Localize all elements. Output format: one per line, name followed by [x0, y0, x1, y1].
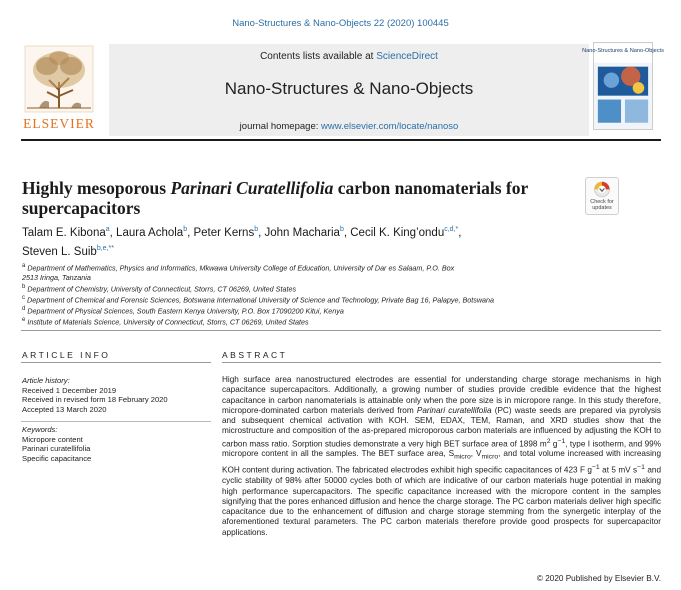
affiliation-text: 2513 Iringa, Tanzania — [22, 272, 91, 282]
crossmark-line1: Check for — [590, 199, 614, 205]
crossmark-label[interactable] — [585, 199, 619, 211]
affiliation-text: Department of Mathematics, Physics and Informatics, Mkwawa University College of Education, University of Dar es Salaam, P.O. Box — [27, 263, 455, 273]
abstract-text: (PC) waste seeds are prepared via pyrolysis and subsequent chemical activation with KOH. SEM, EDAX, TEM, Raman, and XRD studies show that the microstructure and composition of the as-prepared microporous carbon materials are influenced by adjusting the KOH to carbon mass ratio. Sorption studies demonstrate a very high BET surface area of 1898 m — [222, 405, 661, 449]
abstract-sup: −1 — [557, 437, 566, 445]
affiliation-item — [22, 316, 642, 327]
author-separator: , — [343, 226, 351, 239]
keywords-label: Keywords: — [22, 425, 58, 434]
author-name[interactable]: Peter Kerns — [193, 226, 255, 239]
abstract-sub: micro — [481, 454, 499, 462]
affiliation-text: Department of Chemistry, University of Connecticut, Storrs, CT 06269, United States — [27, 283, 297, 293]
abstract-species: Parinari curatellifolia — [416, 405, 492, 415]
article-history — [22, 376, 212, 414]
affiliation-text: Department of Chemical and Forensic Sciences, Botswana International University of Science and Technology, Private Bag 16, Palapye, Botswana — [27, 294, 495, 304]
cover-title: Nano-Structures & Nano-Objects — [582, 48, 664, 55]
abstract-text: and cyclic stability of 98% after 50000 cycles both of which are indicative of our carbon materials huge potential in making high performance supercapacitors. The specific capacitance increased with the micropore content in the samples signifying that the pores enhanced diffusion and hence the charge storage. The PC carbon materials deliver high specific capacitance due to the enhancement of diffusion and charge storage stemming from the synergetic interplay of the aforementioned textural parameters. The PC carbon materials therefore provide good prospects for supercapacitor applications. — [222, 466, 662, 537]
affiliation-label: e — [22, 316, 26, 323]
title-line2: supercapacitors — [22, 198, 141, 218]
author-affiliation-marker[interactable]: b — [254, 226, 259, 233]
affiliation-item — [22, 305, 642, 316]
abstract-text: High surface area nanostructured electrodes are essential for understanding charge storage mechanisms in high capacitance supercapacitors. Additionally, a growing number of studies provide credible evidence that the highest capacitance in carbon nanomaterials is attainable only when the pore size is in micropore range. In this study therefore, micropore-dominated carbon materials derived from — [222, 375, 661, 415]
abstract-rule — [222, 362, 661, 363]
affiliation-label: a — [22, 263, 26, 269]
author-affiliation-marker[interactable]: c,d,* — [444, 226, 459, 233]
contents-line — [109, 51, 589, 62]
history-item: Accepted 13 March 2020 — [22, 404, 107, 414]
author-separator: , — [109, 226, 117, 239]
contents-prefix: Contents lists available at — [260, 51, 377, 62]
affiliations — [22, 262, 642, 327]
elsevier-wordmark[interactable]: ELSEVIER — [23, 116, 95, 131]
affiliation-label: d — [22, 305, 26, 312]
affiliation-item — [22, 262, 642, 273]
journal-cover-image[interactable] — [582, 42, 664, 130]
crossmark-line2: updates — [592, 205, 612, 211]
title-part2: carbon nanomaterials for — [333, 178, 529, 198]
author-list — [22, 222, 622, 260]
title-italic: Parinari Curatellifolia — [170, 178, 334, 198]
author-name[interactable]: Talam E. Kibona — [22, 226, 106, 239]
affiliation-text: Department of Physical Sciences, South Eastern Kenya University, P.O. Box 17090200 Kitui, Kenya — [27, 305, 344, 315]
title-part1: Highly mesoporous — [22, 178, 171, 198]
article-title — [22, 178, 562, 218]
keywords — [22, 425, 212, 463]
journal-title: Nano-Structures & Nano-Objects — [224, 79, 474, 98]
abstract-heading: ABSTRACT — [222, 350, 288, 360]
abstract-sup: −1 — [591, 464, 600, 472]
keywords-rule — [21, 421, 211, 422]
homepage-link[interactable]: www.elsevier.com/locate/nanoso — [321, 121, 459, 132]
abstract-text: , and total volume increased with increasing KOH content during activation. The fabricated electrodes exhibit high specific capacitances of 423 F g — [222, 449, 661, 476]
homepage-prefix: journal homepage: — [239, 121, 322, 132]
history-item: Received 1 December 2019 — [22, 385, 117, 395]
keyword-item[interactable]: Micropore content — [22, 434, 83, 444]
author-name[interactable]: Steven L. Suib — [22, 245, 97, 258]
affiliation-label: c — [22, 294, 25, 301]
author-name[interactable]: Laura Achola — [116, 226, 184, 239]
affiliation-label: b — [22, 283, 26, 290]
author-separator: , — [187, 226, 194, 239]
author-affiliation-marker[interactable]: b — [183, 226, 188, 233]
article-info-rule — [21, 362, 211, 363]
abstract-sup: 2 — [546, 437, 551, 445]
abstract-text: , V — [470, 449, 482, 459]
journal-citation[interactable]: Nano-Structures & Nano-Objects 22 (2020) 100445 — [232, 18, 449, 29]
abstract-sub: micro — [454, 454, 471, 462]
section-rule — [21, 330, 661, 331]
author-affiliation-marker[interactable]: b,e,** — [96, 244, 114, 252]
header-rule — [21, 139, 661, 141]
keyword-item[interactable]: Parinari curatellifolia — [22, 444, 91, 454]
abstract-body — [222, 375, 661, 538]
copyright-notice: © 2020 Published by Elsevier B.V. — [536, 574, 661, 583]
affiliation-item — [22, 294, 642, 305]
affiliation-text: Institute of Materials Science, University of Connecticut, Storrs, CT 06269, United States — [27, 316, 309, 326]
affiliation-item — [22, 283, 642, 294]
author-separator: , — [458, 226, 462, 239]
author-separator: , — [258, 226, 265, 239]
abstract-text: g — [550, 439, 558, 449]
affiliation-item — [22, 273, 642, 283]
abstract-text: at 5 mV s — [599, 466, 638, 476]
journal-banner — [109, 44, 589, 136]
author-name[interactable]: Cecil K. King’ondu — [350, 226, 445, 239]
article-info-heading: ARTICLE INFO — [22, 350, 111, 360]
history-item: Received in revised form 18 February 2020 — [22, 395, 168, 405]
author-name[interactable]: John Macharia — [264, 226, 340, 239]
author-affiliation-marker[interactable]: a — [105, 226, 110, 233]
journal-header — [21, 40, 664, 138]
author-affiliation-marker[interactable]: b — [339, 226, 344, 233]
abstract-text: , type I isotherm, and 99% micropore content in all the samples. The BET surface area, S — [222, 439, 661, 459]
homepage-line — [109, 121, 589, 132]
keyword-item[interactable]: Specific capacitance — [22, 453, 92, 463]
sciencedirect-link[interactable]: ScienceDirect — [376, 51, 438, 62]
abstract-sup: −1 — [637, 464, 645, 472]
history-label: Article history: — [22, 376, 70, 385]
